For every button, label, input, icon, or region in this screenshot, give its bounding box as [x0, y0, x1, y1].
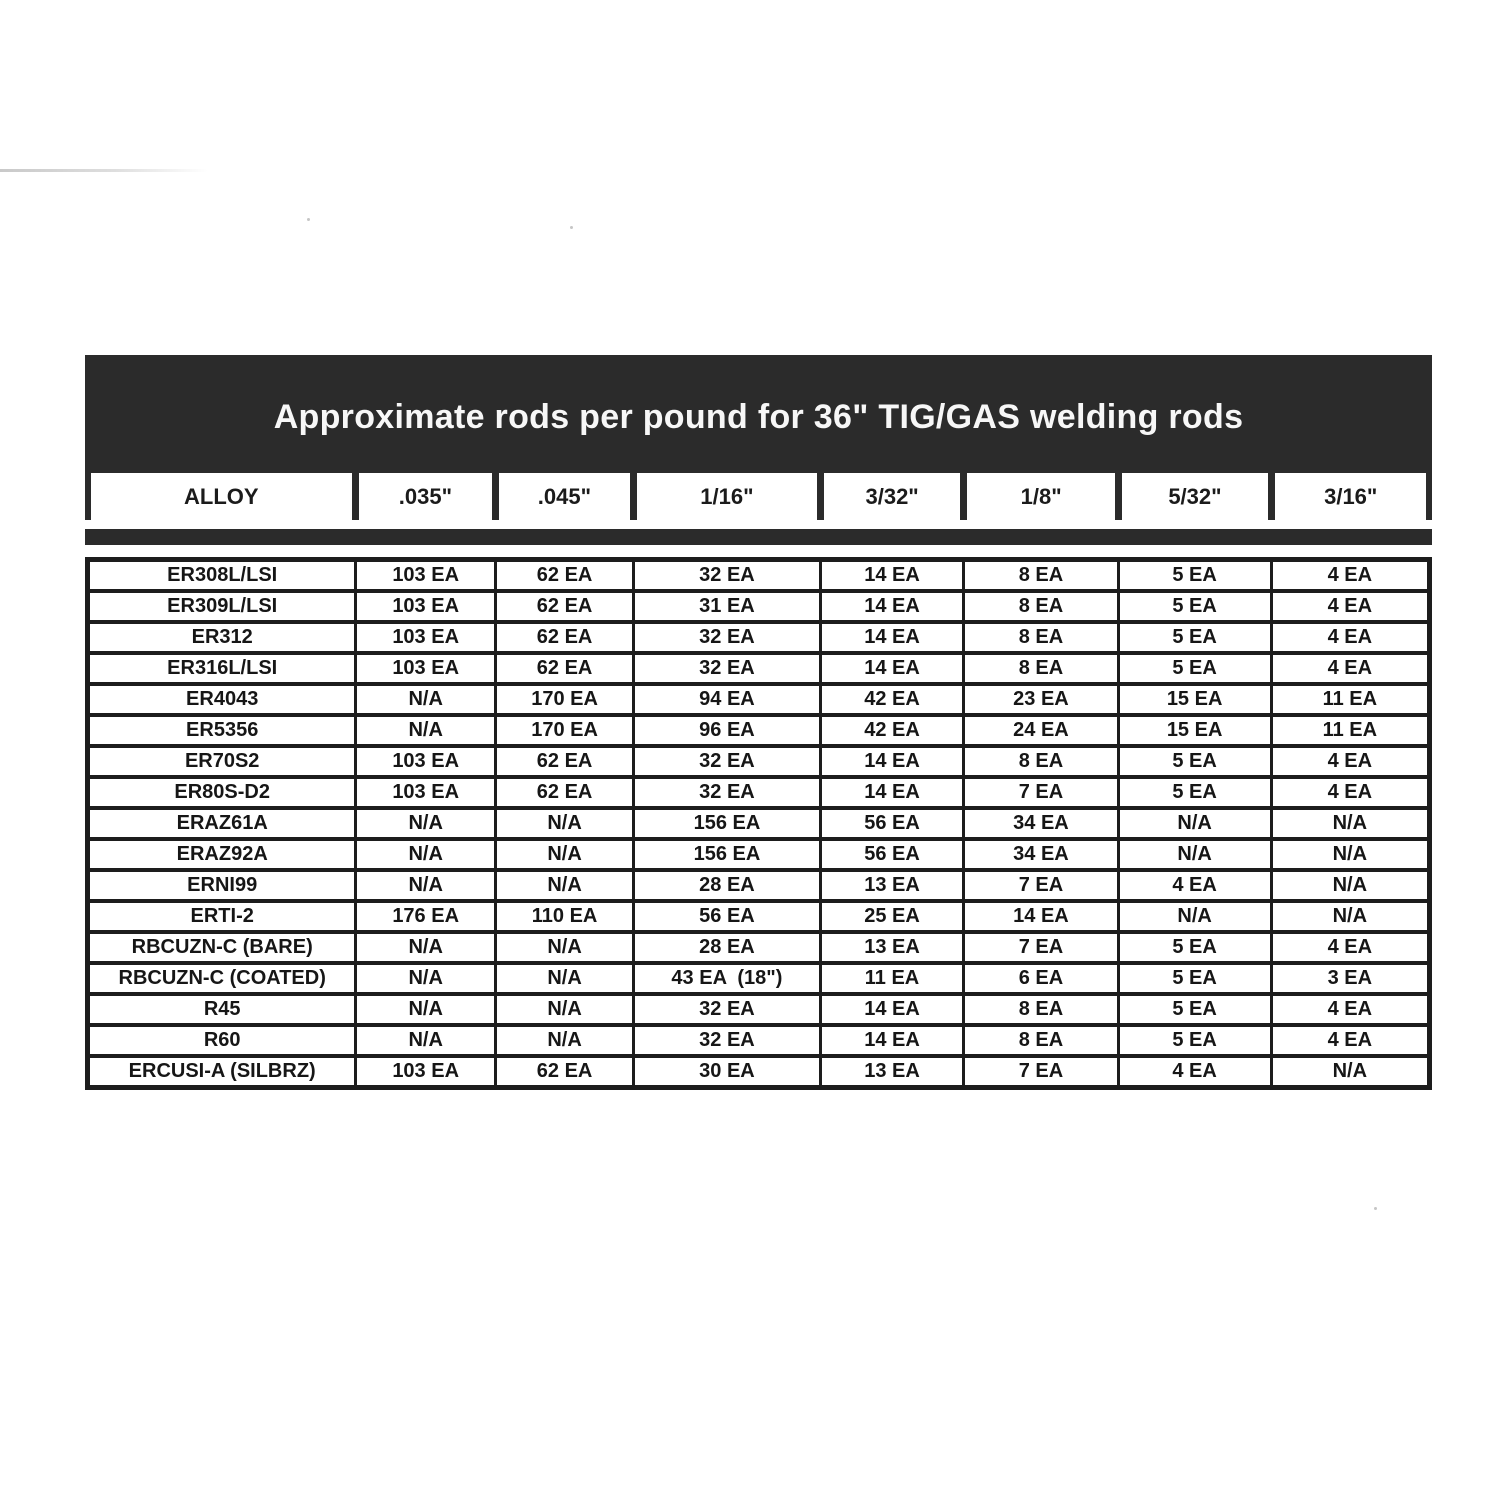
value-cell: N/A — [1271, 839, 1429, 870]
value-cell: 5 EA — [1118, 622, 1271, 653]
value-cell: N/A — [356, 963, 496, 994]
value-cell: 4 EA — [1271, 622, 1429, 653]
value-cell: 4 EA — [1271, 1025, 1429, 1056]
table-row — [88, 932, 1430, 963]
alloy-cell: ER316L/LSI — [88, 653, 356, 684]
value-cell: 62 EA — [495, 1056, 633, 1088]
table-row — [88, 777, 1430, 808]
value-cell: 5 EA — [1118, 963, 1271, 994]
value-cell: 28 EA — [634, 932, 821, 963]
value-cell: 15 EA — [1118, 684, 1271, 715]
table-row — [88, 994, 1430, 1025]
value-cell: 14 EA — [820, 560, 964, 592]
rods-per-pound-table — [85, 355, 1432, 1090]
value-cell: 11 EA — [820, 963, 964, 994]
table-row — [88, 1025, 1430, 1056]
value-cell: 25 EA — [820, 901, 964, 932]
alloy-cell: ERTI-2 — [88, 901, 356, 932]
value-cell: 4 EA — [1271, 591, 1429, 622]
value-cell: 4 EA — [1271, 777, 1429, 808]
scan-artifact-line — [0, 169, 208, 172]
value-cell: 103 EA — [356, 622, 496, 653]
alloy-cell: ERAZ92A — [88, 839, 356, 870]
table-row — [88, 591, 1430, 622]
scan-speck — [307, 218, 310, 221]
value-cell: 62 EA — [495, 777, 633, 808]
value-cell: N/A — [1118, 901, 1271, 932]
value-cell: 3 EA — [1271, 963, 1429, 994]
value-cell: 14 EA — [820, 777, 964, 808]
value-cell: 15 EA — [1118, 715, 1271, 746]
table-row — [88, 870, 1430, 901]
value-cell: 28 EA — [634, 870, 821, 901]
value-cell: 7 EA — [964, 1056, 1118, 1088]
value-cell: 14 EA — [820, 1025, 964, 1056]
value-cell: 42 EA — [820, 684, 964, 715]
value-cell: 56 EA — [820, 808, 964, 839]
value-cell: 5 EA — [1118, 994, 1271, 1025]
value-cell: 62 EA — [495, 560, 633, 592]
value-cell: 4 EA — [1271, 994, 1429, 1025]
table-row — [88, 746, 1430, 777]
value-cell: 5 EA — [1118, 746, 1271, 777]
alloy-cell: R45 — [88, 994, 356, 1025]
value-cell: 8 EA — [964, 560, 1118, 592]
table-title: Approximate rods per pound for 36" TIG/GAS welding rods — [273, 397, 1244, 436]
value-cell: N/A — [495, 994, 633, 1025]
alloy-cell: ERNI99 — [88, 870, 356, 901]
column-header-row — [87, 473, 1430, 520]
value-cell: 13 EA — [820, 1056, 964, 1088]
value-cell: 170 EA — [495, 715, 633, 746]
value-cell: 32 EA — [634, 560, 821, 592]
value-cell: N/A — [356, 715, 496, 746]
value-cell: N/A — [356, 932, 496, 963]
value-cell: 103 EA — [356, 746, 496, 777]
table-row — [88, 839, 1430, 870]
alloy-cell: ER4043 — [88, 684, 356, 715]
alloy-cell: ERCUSI-A (SILBRZ) — [88, 1056, 356, 1088]
table-row — [88, 715, 1430, 746]
value-cell: 5 EA — [1118, 653, 1271, 684]
value-cell: N/A — [356, 684, 496, 715]
alloy-cell: ER70S2 — [88, 746, 356, 777]
table-row — [88, 808, 1430, 839]
value-cell: 14 EA — [820, 622, 964, 653]
value-cell: 8 EA — [964, 622, 1118, 653]
value-cell: 62 EA — [495, 746, 633, 777]
value-cell: 4 EA — [1271, 653, 1429, 684]
value-cell: 5 EA — [1118, 591, 1271, 622]
value-cell: 103 EA — [356, 560, 496, 592]
value-cell: 11 EA — [1271, 715, 1429, 746]
value-cell: 96 EA — [634, 715, 821, 746]
value-cell: 14 EA — [820, 994, 964, 1025]
value-cell: 32 EA — [634, 622, 821, 653]
value-cell: 32 EA — [634, 777, 821, 808]
alloy-cell: RBCUZN-C (COATED) — [88, 963, 356, 994]
value-cell: 14 EA — [820, 746, 964, 777]
value-cell: 32 EA — [634, 1025, 821, 1056]
value-cell: 170 EA — [495, 684, 633, 715]
value-cell: 30 EA — [634, 1056, 821, 1088]
value-cell: 62 EA — [495, 591, 633, 622]
value-cell: 156 EA — [634, 839, 821, 870]
value-cell: 8 EA — [964, 591, 1118, 622]
value-cell: 4 EA — [1118, 870, 1271, 901]
value-cell: 14 EA — [820, 591, 964, 622]
value-cell: 156 EA — [634, 808, 821, 839]
value-cell: 7 EA — [964, 932, 1118, 963]
alloy-cell: ER312 — [88, 622, 356, 653]
value-cell: N/A — [495, 870, 633, 901]
alloy-cell: RBCUZN-C (BARE) — [88, 932, 356, 963]
alloy-cell: ER80S-D2 — [88, 777, 356, 808]
value-cell: 34 EA — [964, 808, 1118, 839]
column-header-116: 1/16" — [637, 473, 817, 520]
data-grid — [85, 557, 1432, 1090]
value-cell: 32 EA — [634, 653, 821, 684]
value-cell: 176 EA — [356, 901, 496, 932]
value-cell: 103 EA — [356, 777, 496, 808]
value-cell: N/A — [495, 839, 633, 870]
alloy-cell: ER309L/LSI — [88, 591, 356, 622]
value-cell: 5 EA — [1118, 560, 1271, 592]
value-cell: 5 EA — [1118, 1025, 1271, 1056]
table-row — [88, 560, 1430, 592]
value-cell: 110 EA — [495, 901, 633, 932]
value-cell: 103 EA — [356, 653, 496, 684]
scan-speck — [1374, 1207, 1377, 1210]
value-cell: 32 EA — [634, 746, 821, 777]
column-header-532: 5/32" — [1122, 473, 1268, 520]
value-cell: 14 EA — [820, 653, 964, 684]
value-cell: 7 EA — [964, 777, 1118, 808]
value-cell: N/A — [1271, 1056, 1429, 1088]
table-row — [88, 963, 1430, 994]
value-cell: N/A — [356, 870, 496, 901]
value-cell: 8 EA — [964, 1025, 1118, 1056]
value-cell: 11 EA — [1271, 684, 1429, 715]
value-cell: N/A — [356, 808, 496, 839]
value-cell: 4 EA — [1118, 1056, 1271, 1088]
table-row — [88, 901, 1430, 932]
value-cell: 23 EA — [964, 684, 1118, 715]
column-header-316: 3/16" — [1275, 473, 1426, 520]
value-cell: N/A — [1271, 870, 1429, 901]
value-cell: N/A — [495, 808, 633, 839]
value-cell: 56 EA — [820, 839, 964, 870]
value-cell: N/A — [495, 1025, 633, 1056]
column-header-18: 1/8" — [967, 473, 1114, 520]
table-row — [88, 684, 1430, 715]
value-cell: N/A — [356, 1025, 496, 1056]
value-cell: N/A — [495, 932, 633, 963]
value-cell: 13 EA — [820, 932, 964, 963]
value-cell: 94 EA — [634, 684, 821, 715]
column-header-alloy: ALLOY — [91, 473, 353, 520]
table-row — [88, 653, 1430, 684]
value-cell: 62 EA — [495, 653, 633, 684]
value-cell: 32 EA — [634, 994, 821, 1025]
value-cell: 13 EA — [820, 870, 964, 901]
value-cell: N/A — [356, 839, 496, 870]
value-cell: 31 EA — [634, 591, 821, 622]
column-header-332: 3/32" — [824, 473, 961, 520]
value-cell: N/A — [1271, 808, 1429, 839]
value-cell: 43 EA (18") — [634, 963, 821, 994]
value-cell: N/A — [495, 963, 633, 994]
value-cell: 62 EA — [495, 622, 633, 653]
value-cell: 14 EA — [964, 901, 1118, 932]
value-cell: 5 EA — [1118, 932, 1271, 963]
value-cell: 4 EA — [1271, 932, 1429, 963]
value-cell: 7 EA — [964, 870, 1118, 901]
value-cell: N/A — [1271, 901, 1429, 932]
table-row — [88, 622, 1430, 653]
value-cell: 24 EA — [964, 715, 1118, 746]
value-cell: 56 EA — [634, 901, 821, 932]
table-row — [88, 1056, 1430, 1088]
alloy-cell: ER5356 — [88, 715, 356, 746]
value-cell: N/A — [1118, 839, 1271, 870]
alloy-cell: R60 — [88, 1025, 356, 1056]
alloy-cell: ER308L/LSI — [88, 560, 356, 592]
column-header-035: .035" — [359, 473, 492, 520]
header-gap — [85, 545, 1432, 557]
value-cell: 42 EA — [820, 715, 964, 746]
scan-speck — [570, 226, 573, 229]
value-cell: 103 EA — [356, 1056, 496, 1088]
value-cell: N/A — [356, 994, 496, 1025]
value-cell: 103 EA — [356, 591, 496, 622]
alloy-cell: ERAZ61A — [88, 808, 356, 839]
value-cell: 8 EA — [964, 746, 1118, 777]
column-header-045: .045" — [499, 473, 630, 520]
value-cell: N/A — [1118, 808, 1271, 839]
value-cell: 6 EA — [964, 963, 1118, 994]
value-cell: 8 EA — [964, 653, 1118, 684]
value-cell: 34 EA — [964, 839, 1118, 870]
value-cell: 4 EA — [1271, 560, 1429, 592]
value-cell: 8 EA — [964, 994, 1118, 1025]
table-header-block — [85, 355, 1432, 545]
header-divider — [85, 520, 1432, 529]
value-cell: 4 EA — [1271, 746, 1429, 777]
value-cell: 5 EA — [1118, 777, 1271, 808]
